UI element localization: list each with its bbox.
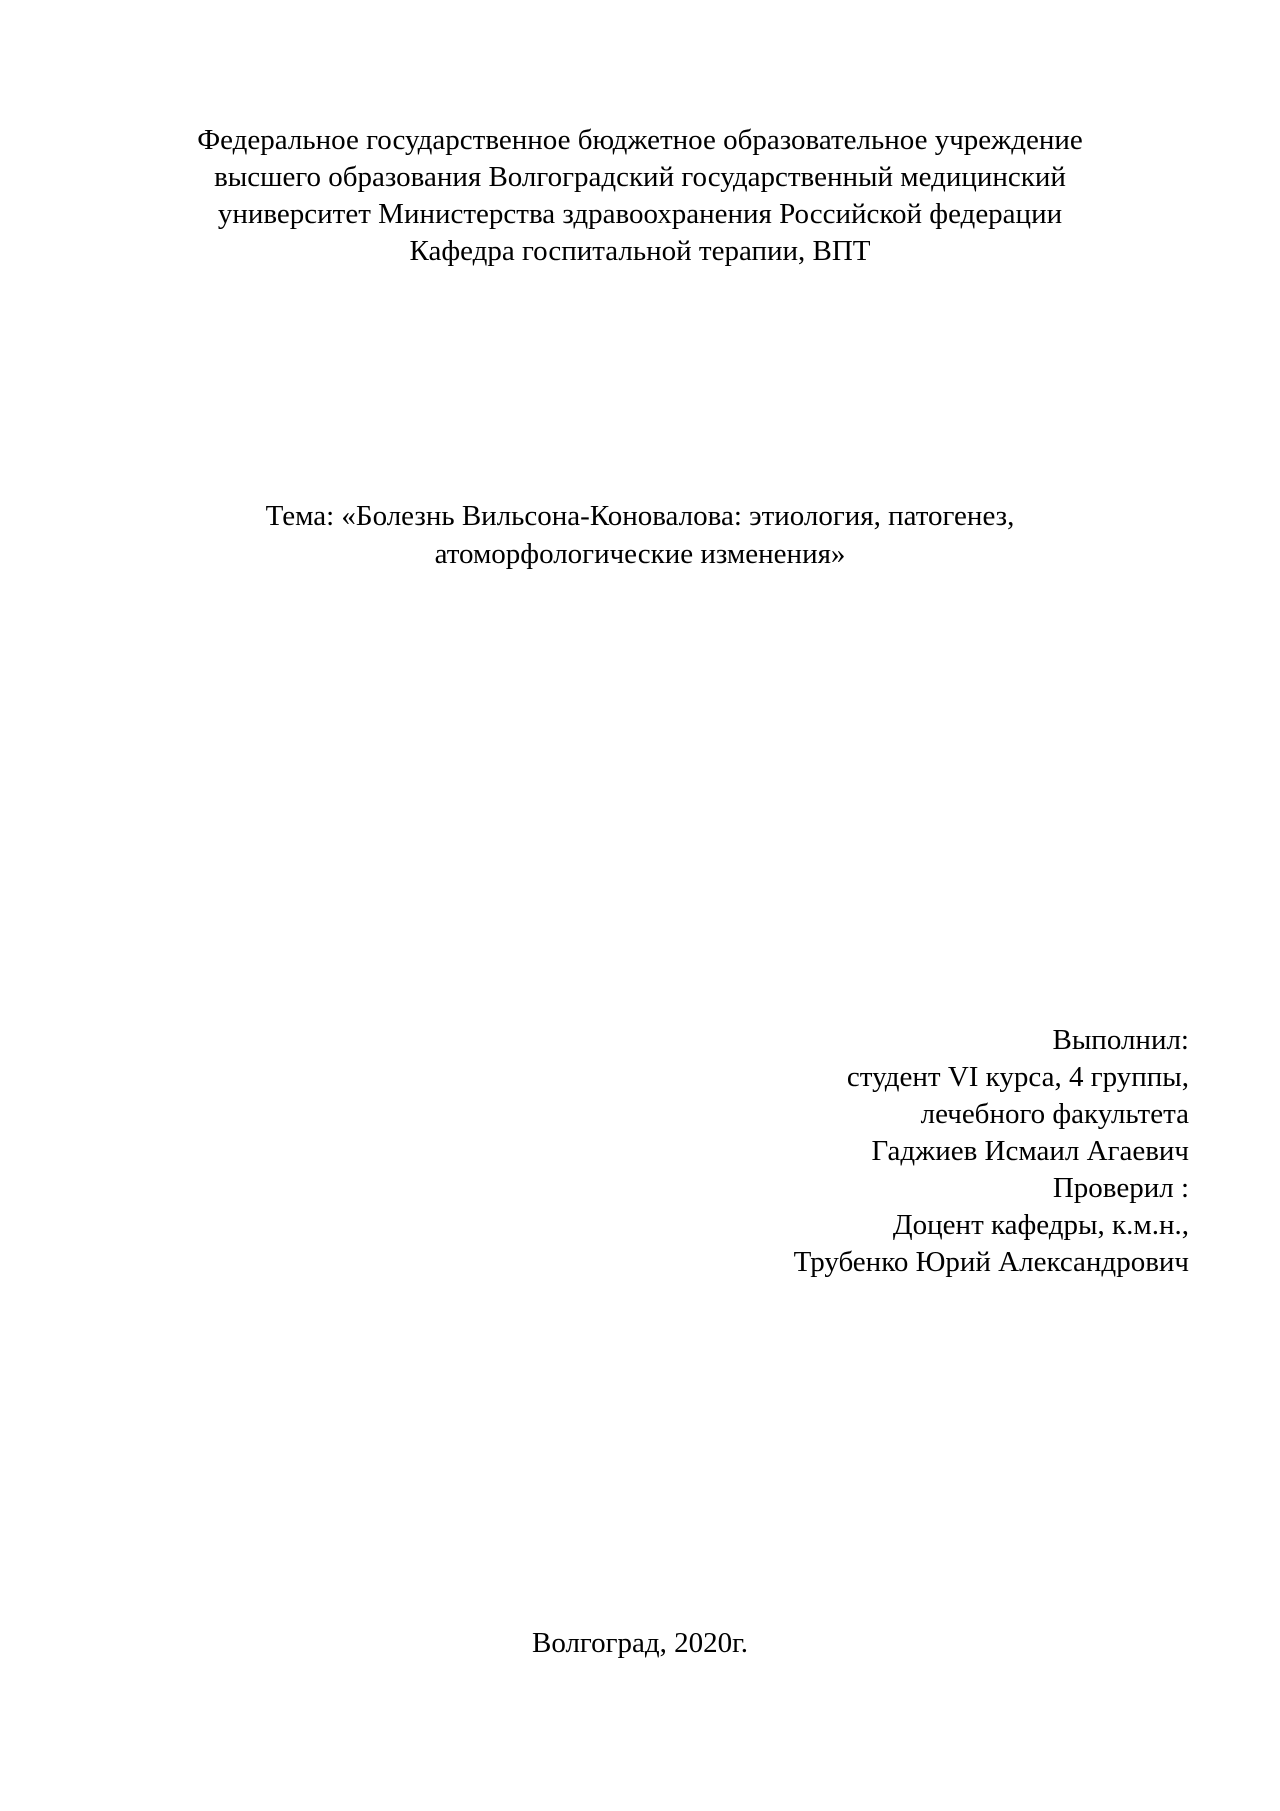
student-name: Гаджиев Исмаил Агаевич	[871, 1135, 1189, 1167]
institution-line-3: университет Министерства здравоохранения Российской федерации	[217, 198, 1063, 230]
checked-by-label: Проверил :	[1052, 1172, 1189, 1204]
topic-title	[150, 497, 1130, 573]
student-faculty: лечебного факультета	[920, 1098, 1189, 1130]
student-course-group: студент VI курса, 4 группы,	[846, 1061, 1189, 1093]
author-reviewer-block	[489, 1022, 1189, 1281]
topic-line-2: атоморфологические изменения»	[434, 538, 846, 570]
topic-line-1: Тема: «Болезнь Вильсона-Коновалова: этиология, патогенез,	[265, 500, 1015, 532]
reviewer-position: Доцент кафедры, к.м.н.,	[892, 1209, 1189, 1241]
department-line: Кафедра госпитальной терапии, ВПТ	[409, 235, 871, 267]
performed-by-label: Выполнил:	[1052, 1024, 1189, 1056]
institution-header	[150, 122, 1130, 270]
institution-line-2: высшего образования Волгоградский государственный медицинский	[214, 161, 1066, 193]
reviewer-name: Трубенко Юрий Александрович	[793, 1246, 1189, 1278]
city-year: Волгоград, 2020г.	[532, 1627, 748, 1659]
institution-line-1: Федеральное государственное бюджетное образовательное учреждение	[197, 124, 1083, 156]
